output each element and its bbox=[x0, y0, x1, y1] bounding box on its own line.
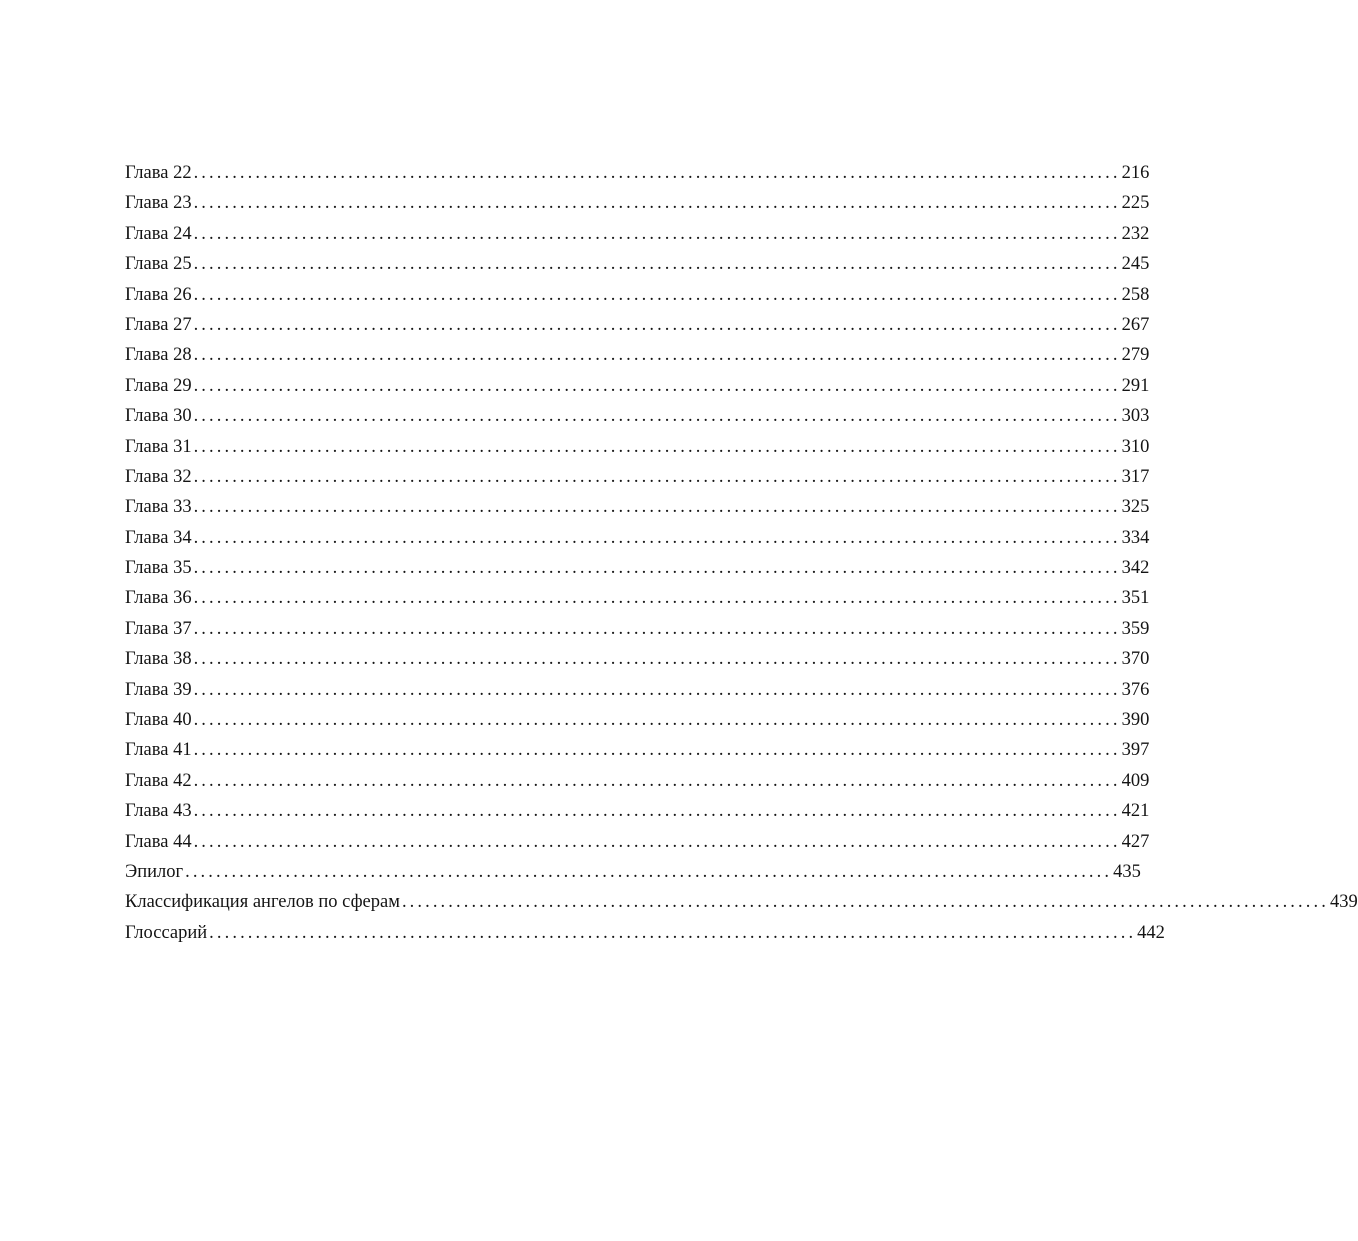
toc-entry-title: Глава 34 bbox=[125, 527, 192, 548]
toc-entry-page: 439 bbox=[1329, 892, 1358, 913]
dot-leader: ........................................................................................................................ bbox=[193, 527, 1121, 548]
toc-entry-page: 245 bbox=[1121, 254, 1150, 275]
toc-entry-title: Глава 39 bbox=[125, 679, 192, 700]
toc-entry-title: Глава 24 bbox=[125, 223, 192, 244]
toc-entry-title: Глава 37 bbox=[125, 618, 192, 639]
toc-entry bbox=[125, 857, 1141, 887]
toc-entry bbox=[125, 219, 1150, 249]
dot-leader: ........................................................................................................................ bbox=[209, 922, 1137, 943]
toc-entry-page: 325 bbox=[1121, 497, 1150, 518]
dot-leader: ........................................................................................................................ bbox=[193, 314, 1121, 335]
toc-entry-page: 291 bbox=[1121, 375, 1150, 396]
toc-entry-page: 390 bbox=[1121, 710, 1150, 731]
toc-entry bbox=[125, 188, 1150, 218]
toc-entry-title: Эпилог bbox=[125, 861, 184, 882]
toc-entry-page: 409 bbox=[1121, 770, 1150, 791]
dot-leader: ........................................................................................................................ bbox=[193, 284, 1121, 305]
toc-entry bbox=[125, 887, 1358, 917]
dot-leader: ........................................................................................................................ bbox=[193, 497, 1121, 518]
toc-entry bbox=[125, 340, 1150, 370]
toc-entry bbox=[125, 492, 1150, 522]
toc-entry bbox=[125, 158, 1150, 188]
dot-leader: ........................................................................................................................ bbox=[193, 193, 1121, 214]
toc-entry-title: Глава 32 bbox=[125, 466, 192, 487]
toc-entry-page: 310 bbox=[1121, 436, 1150, 457]
toc-entry-page: 442 bbox=[1137, 922, 1165, 943]
toc-entry bbox=[125, 280, 1150, 310]
dot-leader: ........................................................................................................................ bbox=[193, 345, 1121, 366]
toc-entry-title: Глава 25 bbox=[125, 254, 192, 275]
toc-entry-page: 359 bbox=[1121, 618, 1150, 639]
toc-entry-page: 421 bbox=[1121, 801, 1150, 822]
dot-leader: ........................................................................................................................ bbox=[193, 618, 1121, 639]
toc-entry-page: 267 bbox=[1121, 314, 1150, 335]
dot-leader: ........................................................................................................................ bbox=[193, 740, 1121, 761]
toc-entry bbox=[125, 644, 1150, 674]
toc-entry-page: 279 bbox=[1121, 345, 1150, 366]
toc-entry bbox=[125, 918, 1165, 948]
toc-entry bbox=[125, 523, 1150, 553]
toc-entry bbox=[125, 310, 1150, 340]
dot-leader: ........................................................................................................................ bbox=[185, 861, 1113, 882]
toc-entry-page: 334 bbox=[1121, 527, 1150, 548]
toc-entry-title: Глава 23 bbox=[125, 193, 192, 214]
toc-entry-title: Глава 31 bbox=[125, 436, 192, 457]
dot-leader: ........................................................................................................................ bbox=[193, 223, 1121, 244]
dot-leader: ........................................................................................................................ bbox=[193, 406, 1121, 427]
toc-entry bbox=[125, 614, 1150, 644]
toc-entry-title: Глава 28 bbox=[125, 345, 192, 366]
toc-entry bbox=[125, 675, 1150, 705]
toc-entry-title: Глава 33 bbox=[125, 497, 192, 518]
toc-entry-title: Глава 38 bbox=[125, 649, 192, 670]
dot-leader: ........................................................................................................................ bbox=[193, 679, 1121, 700]
dot-leader: ........................................................................................................................ bbox=[401, 892, 1329, 913]
toc-entry-page: 370 bbox=[1121, 649, 1150, 670]
toc-entry-title: Глава 43 bbox=[125, 801, 192, 822]
toc-entry bbox=[125, 553, 1150, 583]
toc-entry bbox=[125, 705, 1150, 735]
toc-entry bbox=[125, 432, 1150, 462]
toc-entry-title: Глава 35 bbox=[125, 558, 192, 579]
dot-leader: ........................................................................................................................ bbox=[193, 831, 1121, 852]
dot-leader: ........................................................................................................................ bbox=[193, 588, 1121, 609]
dot-leader: ........................................................................................................................ bbox=[193, 558, 1121, 579]
toc-entry-page: 342 bbox=[1121, 558, 1150, 579]
dot-leader: ........................................................................................................................ bbox=[193, 436, 1121, 457]
toc-entry-title: Глава 36 bbox=[125, 588, 192, 609]
dot-leader: ........................................................................................................................ bbox=[193, 649, 1121, 670]
dot-leader: ........................................................................................................................ bbox=[193, 801, 1121, 822]
toc-entry-page: 435 bbox=[1113, 861, 1141, 882]
toc-entry bbox=[125, 827, 1150, 857]
toc-entry-title: Глава 26 bbox=[125, 284, 192, 305]
toc-entry bbox=[125, 371, 1150, 401]
toc-entry-page: 216 bbox=[1121, 163, 1150, 183]
toc-entry-title: Глава 42 bbox=[125, 770, 192, 791]
dot-leader: ........................................................................................................................ bbox=[193, 163, 1121, 183]
dot-leader: ........................................................................................................................ bbox=[193, 466, 1121, 487]
toc-entry-page: 317 bbox=[1121, 466, 1150, 487]
toc-entry bbox=[125, 462, 1150, 492]
toc-entry-title: Глава 22 bbox=[125, 163, 192, 183]
toc-entry-page: 303 bbox=[1121, 406, 1150, 427]
table-of-contents bbox=[125, 158, 1358, 948]
toc-entry bbox=[125, 401, 1150, 431]
toc-entry-page: 427 bbox=[1121, 831, 1150, 852]
toc-entry-page: 258 bbox=[1121, 284, 1150, 305]
toc-entry-title: Глава 41 bbox=[125, 740, 192, 761]
dot-leader: ........................................................................................................................ bbox=[193, 710, 1121, 731]
toc-entry-title: Глава 44 bbox=[125, 831, 192, 852]
toc-entry bbox=[125, 583, 1150, 613]
toc-entry-page: 232 bbox=[1121, 223, 1150, 244]
toc-entry-page: 225 bbox=[1121, 193, 1150, 214]
toc-entry-title: Глоссарий bbox=[125, 922, 208, 943]
toc-entry-page: 376 bbox=[1121, 679, 1150, 700]
toc-entry bbox=[125, 766, 1150, 796]
toc-entry-title: Классификация ангелов по сферам bbox=[125, 892, 400, 913]
dot-leader: ........................................................................................................................ bbox=[193, 375, 1121, 396]
dot-leader: ........................................................................................................................ bbox=[193, 770, 1121, 791]
toc-entry-page: 351 bbox=[1121, 588, 1150, 609]
dot-leader: ........................................................................................................................ bbox=[193, 254, 1121, 275]
toc-entry-title: Глава 40 bbox=[125, 710, 192, 731]
toc-entry bbox=[125, 735, 1150, 765]
toc-entry-title: Глава 30 bbox=[125, 406, 192, 427]
toc-entry bbox=[125, 796, 1150, 826]
toc-entry bbox=[125, 249, 1150, 279]
toc-entry-title: Глава 29 bbox=[125, 375, 192, 396]
toc-entry-title: Глава 27 bbox=[125, 314, 192, 335]
toc-entry-page: 397 bbox=[1121, 740, 1150, 761]
